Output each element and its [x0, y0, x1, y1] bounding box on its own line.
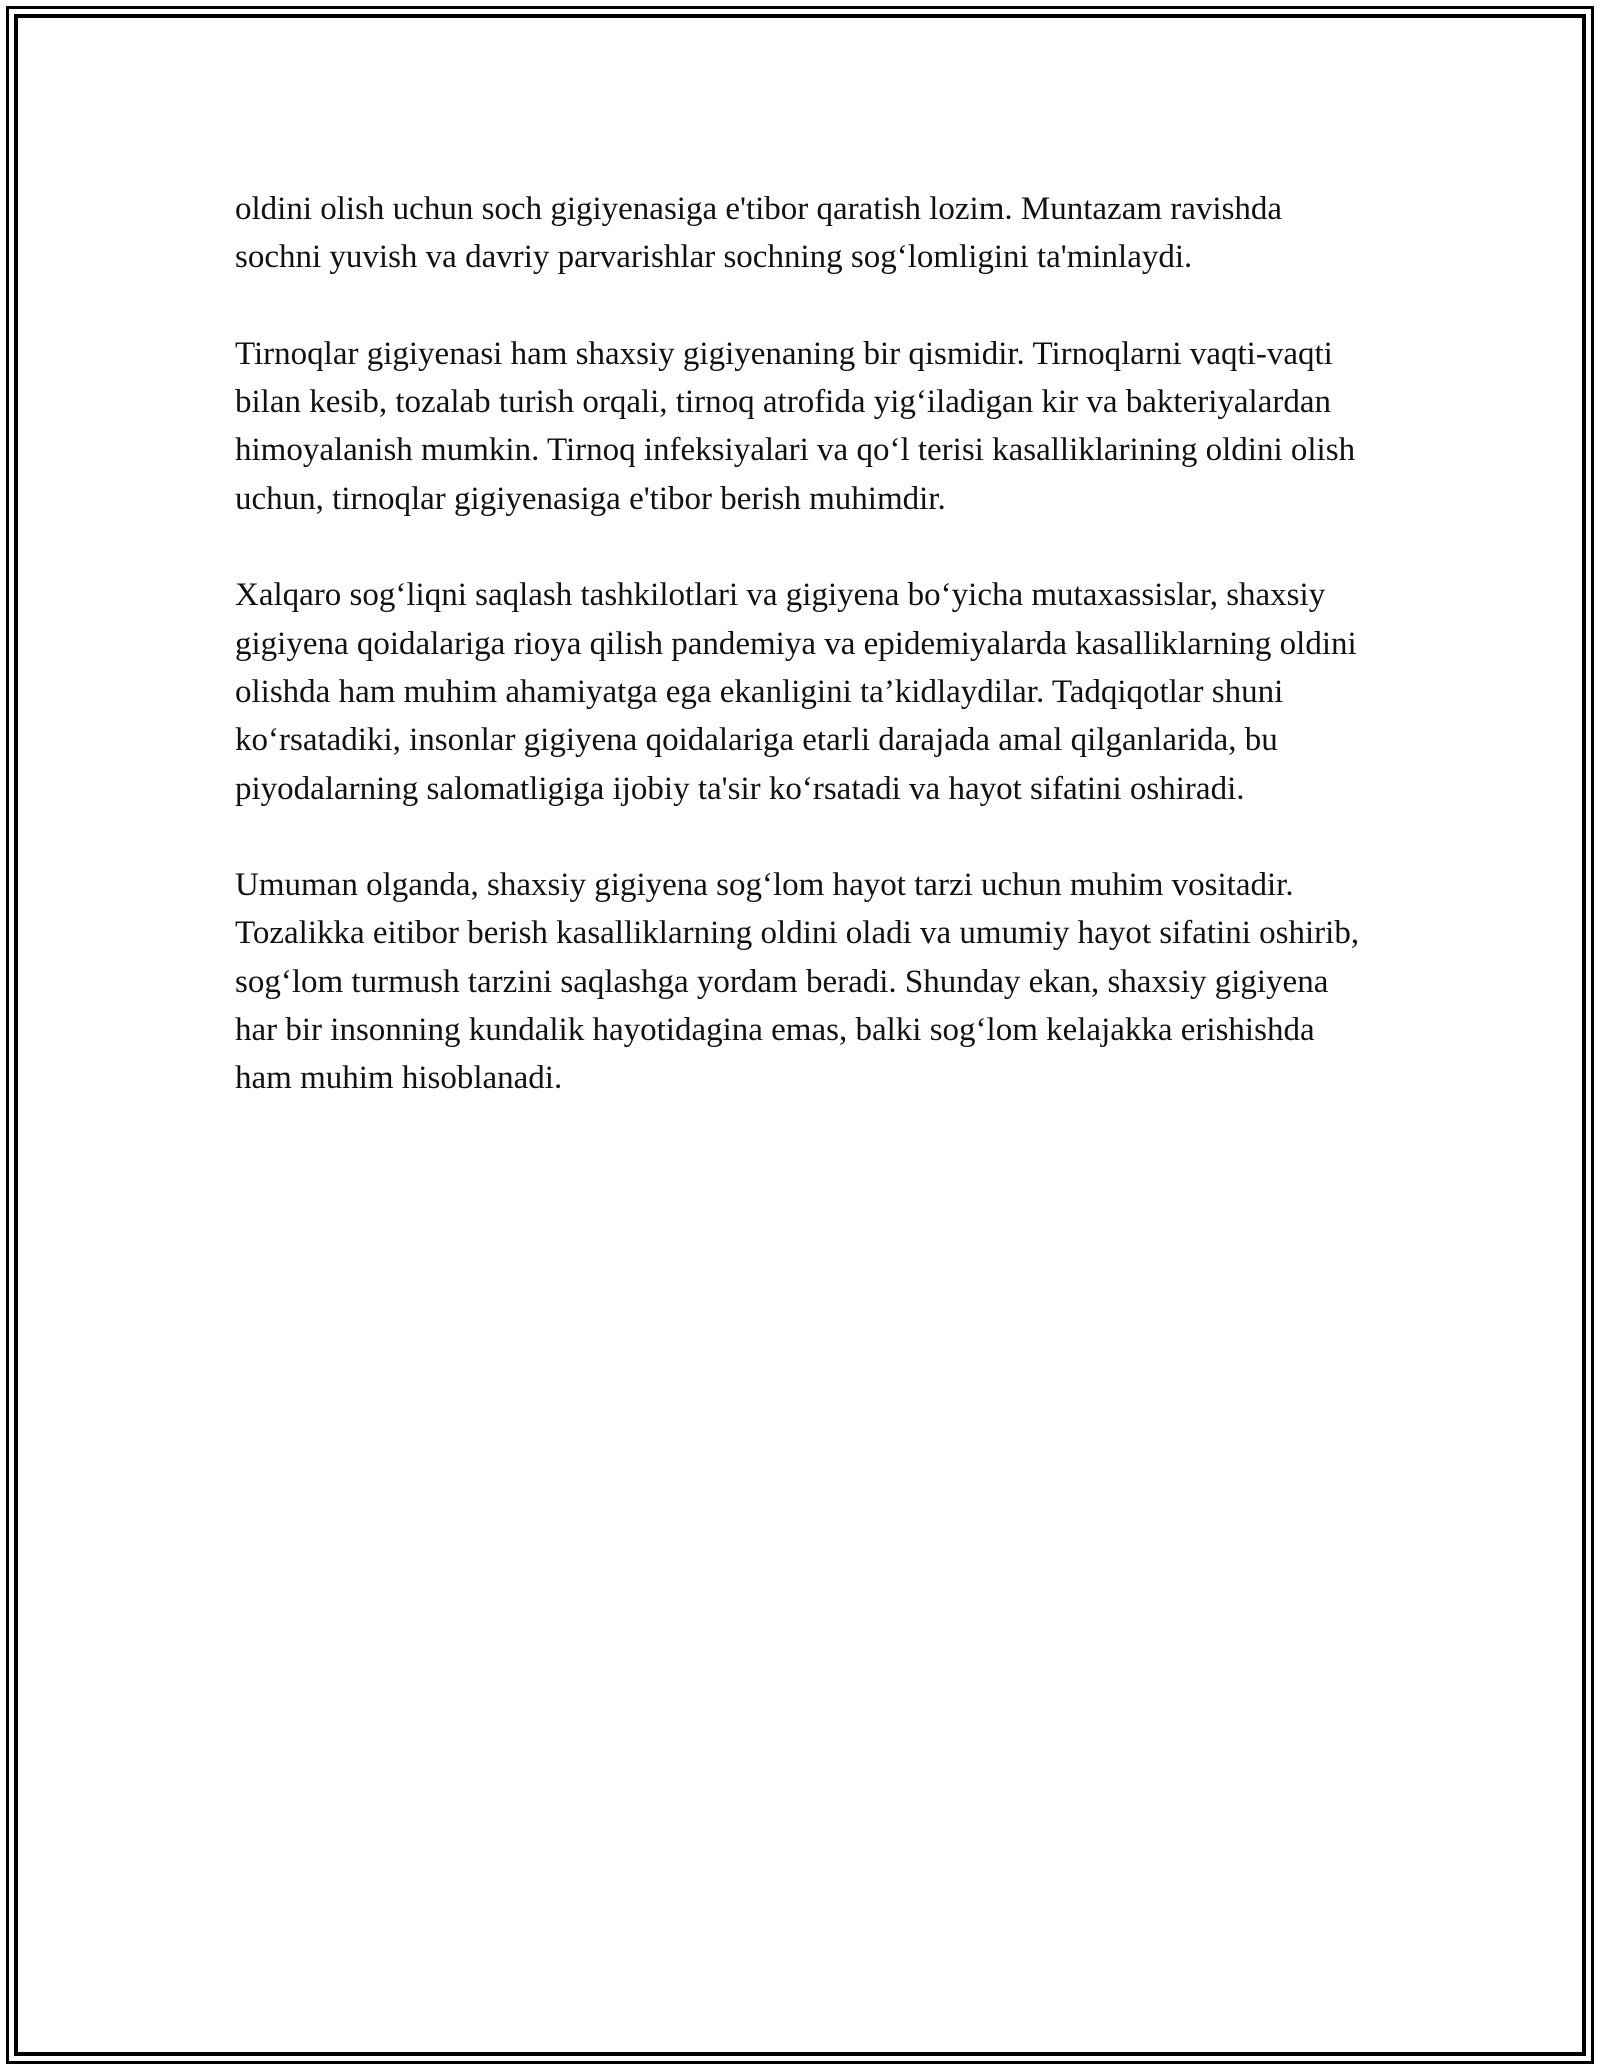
paragraph-nail-hygiene: Tirnoqlar gigiyenasi ham shaxsiy gigiyenaning bir qismidir. Tirnoqlarni vaqti-vaqti bilan kesib, tozalab turish orqali, tirnoq atrofida yig‘iladigan kir va bakteriyalardan himoyalanish mumkin. Tirnoq infeksiyalari va qo‘l terisi kasalliklarining oldini olish uchun, tirnoqlar gigiyenasiga e'tibor berish muhimdir. [235, 335, 1356, 517]
paragraph-conclusion: Umuman olganda, shaxsiy gigiyena sog‘lom hayot tarzi uchun muhim vositadir. Tozalikka eitibor berish kasalliklarning oldini oladi va umumiy hayot sifatini oshirib, sog‘lom turmush tarzini saqlashga yordam beradi. Shunday ekan, shaxsiy gigiyena har bir insonning kundalik hayotidagina emas, balki sog‘lom kelajakka erishishda ham muhim hisoblanadi. [235, 867, 1360, 1097]
paragraph-hair-hygiene: oldini olish uchun soch gigiyenasiga e'tibor qaratish lozim. Muntazam ravishda sochni yuvish va davriy parvarishlar sochning sog‘lomligini ta'minlaydi. [235, 191, 1283, 276]
document-body [235, 185, 1370, 1151]
paragraph-international-organizations: Xalqaro sog‘liqni saqlash tashkilotlari va gigiyena bo‘yicha mutaxassislar, shaxsiy gigiyena qoidalariga rioya qilish pandemiya va epidemiyalarda kasalliklarning oldini olishda ham muhim ahamiyatga ega ekanligini ta’kidlaydilar. Tadqiqotlar shuni ko‘rsatadiki, insonlar gigiyena qoidalariga etarli darajada amal qilganlarida, bu piyodalarning salomatligiga ijobiy ta'sir ko‘rsatadi va hayot sifatini oshiradi. [235, 577, 1357, 807]
